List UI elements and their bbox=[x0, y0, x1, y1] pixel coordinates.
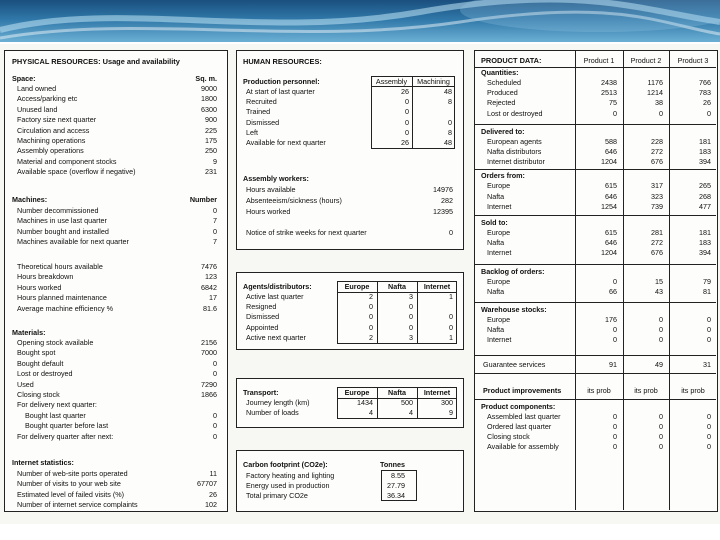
row-value: 12395 bbox=[433, 207, 453, 216]
product-cell: 588 bbox=[605, 136, 617, 146]
assembly-count: 0 bbox=[405, 107, 409, 117]
row-value: 250 bbox=[205, 146, 217, 156]
row-label: Assembly operations bbox=[17, 146, 84, 156]
grid-cell: 1 bbox=[449, 332, 453, 342]
row-value: 7 bbox=[213, 216, 217, 226]
row-label: Number decommissioned bbox=[17, 206, 99, 215]
row-value: 9000 bbox=[201, 84, 217, 93]
carbon-row-value: 27.79 bbox=[387, 481, 405, 490]
transport-panel bbox=[236, 378, 464, 428]
row-value: 2156 bbox=[201, 338, 217, 347]
product-cell: 0 bbox=[659, 108, 663, 118]
row-label: Hours worked bbox=[246, 207, 291, 216]
product-cell: 0 bbox=[613, 442, 617, 452]
product-cell: 0 bbox=[659, 421, 663, 431]
grid-cell: 300 bbox=[441, 398, 453, 407]
row-label: Available space (overflow if negative) bbox=[17, 167, 136, 177]
grid-cell: 4 bbox=[369, 408, 373, 418]
product-data-panel bbox=[474, 50, 718, 512]
production-row-label: Available for next quarter bbox=[246, 138, 326, 147]
row-label: Used bbox=[17, 379, 34, 389]
row-value: 0 bbox=[213, 206, 217, 215]
number-header: Number bbox=[189, 195, 217, 204]
physical-resources-panel bbox=[4, 50, 228, 512]
row-value: 11 bbox=[209, 469, 217, 478]
row-label: For delivery quarter after next: bbox=[17, 431, 114, 441]
product-cell: 0 bbox=[613, 325, 617, 335]
carbon-value-box bbox=[381, 470, 417, 501]
product-cell: 0 bbox=[707, 335, 711, 345]
product-cell: 394 bbox=[699, 157, 711, 167]
agents-panel bbox=[236, 272, 464, 350]
row-label: Hours worked bbox=[17, 282, 62, 292]
grid-cell: 2 bbox=[369, 332, 373, 342]
grid-cell: 0 bbox=[369, 312, 373, 322]
assembly-count: 26 bbox=[401, 87, 409, 96]
section-header: Sold to: bbox=[481, 218, 508, 227]
grid-cell: 0 bbox=[409, 322, 413, 332]
grid-cell: 0 bbox=[369, 322, 373, 332]
row-value: 175 bbox=[205, 136, 217, 145]
improvements-cell: its prob bbox=[681, 385, 705, 395]
product-cell: 181 bbox=[699, 228, 711, 237]
product-cell: 268 bbox=[699, 191, 711, 201]
row-value: 0 bbox=[213, 358, 217, 368]
grid-row-label: Active last quarter bbox=[246, 292, 304, 301]
product-cell: 15 bbox=[655, 276, 663, 286]
production-row-label: At start of last quarter bbox=[246, 87, 315, 96]
product-cell: 0 bbox=[613, 421, 617, 431]
production-row-label: Trained bbox=[246, 107, 271, 117]
section-header: Quantities: bbox=[481, 68, 519, 77]
grid-cell: 9 bbox=[449, 408, 453, 418]
row-label: Number of internet service complaints bbox=[17, 500, 138, 510]
section-header: Backlog of orders: bbox=[481, 266, 545, 276]
product-cell: 0 bbox=[707, 108, 711, 118]
product-cell: 0 bbox=[707, 432, 711, 441]
product-cell: 0 bbox=[659, 442, 663, 452]
product-title: PRODUCT DATA: bbox=[481, 56, 542, 65]
row-value: 231 bbox=[205, 167, 217, 177]
product-row-label: Internet bbox=[487, 335, 512, 345]
row-value: 0 bbox=[213, 369, 217, 379]
grid-cell: 500 bbox=[401, 398, 413, 407]
product-cell: 228 bbox=[651, 136, 663, 146]
row-label: Bought spot bbox=[17, 348, 56, 358]
improvements-label: Product improvements bbox=[483, 385, 562, 395]
guarantee-cell: 49 bbox=[655, 359, 663, 369]
row-value: 14976 bbox=[433, 185, 453, 194]
row-label: Machines available for next quarter bbox=[17, 237, 129, 247]
row-value: 1866 bbox=[201, 390, 217, 399]
section-header: Product components: bbox=[481, 401, 556, 411]
product-cell: 176 bbox=[605, 315, 617, 324]
product-row-label: Nafta bbox=[487, 191, 505, 201]
physical-title: PHYSICAL RESOURCES: Usage and availability bbox=[12, 57, 180, 66]
row-value: 282 bbox=[441, 196, 453, 205]
row-label: Machines in use last quarter bbox=[17, 216, 107, 226]
human-resources-panel bbox=[236, 50, 464, 250]
carbon-header: Carbon footprint (CO2e): bbox=[243, 460, 328, 469]
grid-col-header: Europe bbox=[344, 388, 370, 397]
row-label: Number of web-site ports operated bbox=[17, 469, 128, 478]
assembly-count: 0 bbox=[405, 127, 409, 137]
assembly-header: Assembly workers: bbox=[243, 174, 309, 183]
row-label: Bought quarter before last bbox=[25, 421, 109, 431]
product-cell: 1204 bbox=[601, 157, 617, 167]
product-row-label: European agents bbox=[487, 136, 542, 146]
assembly-count: 0 bbox=[405, 117, 409, 127]
product-cell: 394 bbox=[699, 248, 711, 258]
row-label: Factory size next quarter bbox=[17, 115, 97, 125]
product-cell: 265 bbox=[699, 181, 711, 191]
carbon-panel bbox=[236, 450, 464, 512]
row-value: 900 bbox=[205, 115, 217, 125]
row-label: Estimated level of failed visits (%) bbox=[17, 489, 125, 499]
grid-row-label: Resigned bbox=[246, 302, 277, 312]
machining-count: 8 bbox=[448, 127, 452, 137]
product-row-label: Nafta bbox=[487, 286, 505, 296]
product-cell: 43 bbox=[655, 286, 663, 296]
grid-cell: 1434 bbox=[357, 398, 373, 407]
product-cell: 0 bbox=[707, 325, 711, 335]
product-row-label: Internet bbox=[487, 201, 512, 211]
carbon-row-value: 36.34 bbox=[387, 491, 405, 500]
row-label: For delivery next quarter: bbox=[17, 400, 97, 410]
row-value: 7476 bbox=[201, 262, 217, 271]
assembly-count: 26 bbox=[401, 138, 409, 147]
product-cell: 183 bbox=[699, 147, 711, 156]
product-col-header: Product 2 bbox=[630, 56, 662, 65]
row-value: 0 bbox=[213, 431, 217, 441]
section-header: Warehouse stocks: bbox=[481, 305, 547, 314]
row-value: 9 bbox=[213, 156, 217, 166]
row-value: 6300 bbox=[201, 104, 217, 114]
row-label: Number bought and installed bbox=[17, 226, 109, 236]
product-cell: 66 bbox=[609, 286, 617, 296]
row-label: Lost or destroyed bbox=[17, 369, 73, 379]
product-cell: 281 bbox=[651, 228, 663, 237]
row-value: 0 bbox=[213, 421, 217, 431]
product-row-label: Nafta distributors bbox=[487, 147, 542, 156]
grid-col-header: Internet bbox=[423, 388, 451, 397]
row-value: 225 bbox=[205, 125, 217, 135]
guarantee-label: Guarantee services bbox=[483, 359, 546, 369]
row-value: 7000 bbox=[201, 348, 217, 358]
product-row-label: Nafta bbox=[487, 238, 505, 248]
product-cell: 477 bbox=[699, 201, 711, 211]
product-row-label: Produced bbox=[487, 88, 518, 98]
row-label: Closing stock bbox=[17, 390, 60, 399]
carbon-row-label: Total primary CO2e bbox=[246, 491, 308, 500]
product-cell: 0 bbox=[659, 335, 663, 345]
product-cell: 181 bbox=[699, 136, 711, 146]
product-cell: 0 bbox=[613, 108, 617, 118]
row-label: Land owned bbox=[17, 84, 57, 93]
improvements-cell: its prob bbox=[587, 385, 611, 395]
row-value: 0 bbox=[213, 410, 217, 420]
grid-row-label: Active next quarter bbox=[246, 332, 306, 342]
product-cell: 0 bbox=[659, 325, 663, 335]
product-cell: 0 bbox=[707, 315, 711, 324]
section-header: Orders from: bbox=[481, 171, 525, 181]
product-row-label: Lost or destroyed bbox=[487, 108, 543, 118]
row-label: Number of visits to your web site bbox=[17, 479, 121, 489]
row-label: Theoretical hours available bbox=[17, 262, 103, 271]
product-col-header: Product 3 bbox=[677, 56, 709, 65]
machining-count: 48 bbox=[444, 138, 452, 147]
row-label: Opening stock available bbox=[17, 338, 94, 347]
product-cell: 75 bbox=[609, 98, 617, 108]
sqm-header: Sq. m. bbox=[195, 74, 217, 83]
carbon-unit: Tonnes bbox=[379, 460, 405, 469]
machining-count: 8 bbox=[448, 97, 452, 107]
row-label: Bought last quarter bbox=[25, 410, 86, 420]
product-row-label: Assembled last quarter bbox=[487, 411, 561, 421]
production-header: Production personnel: bbox=[243, 77, 320, 86]
row-label: Machining operations bbox=[17, 136, 86, 145]
results-sheet bbox=[0, 44, 720, 524]
grid-cell: 3 bbox=[409, 292, 413, 301]
product-cell: 646 bbox=[605, 191, 617, 201]
product-col-header: Product 1 bbox=[583, 56, 615, 65]
row-label: Material and component stocks bbox=[17, 156, 117, 166]
grid-cell: 0 bbox=[409, 302, 413, 312]
row-value: 26 bbox=[209, 489, 217, 499]
product-cell: 0 bbox=[659, 411, 663, 421]
product-cell: 0 bbox=[613, 411, 617, 421]
grid-cell: 0 bbox=[369, 302, 373, 312]
row-value: 7290 bbox=[201, 379, 217, 389]
grid-row-label: Journey length (km) bbox=[246, 398, 310, 407]
product-cell: 317 bbox=[651, 181, 663, 191]
product-cell: 0 bbox=[707, 411, 711, 421]
strike-label: Notice of strike weeks for next quarter bbox=[246, 228, 367, 237]
strike-value: 0 bbox=[449, 228, 453, 237]
machines-header: Machines: bbox=[12, 195, 48, 204]
product-cell: 183 bbox=[699, 238, 711, 248]
product-cell: 1214 bbox=[647, 88, 663, 98]
product-row-label: Rejected bbox=[487, 98, 516, 108]
grid-cell: 4 bbox=[409, 408, 413, 418]
col-assembly: Assembly bbox=[375, 77, 408, 86]
product-cell: 615 bbox=[605, 228, 617, 237]
product-cell: 79 bbox=[703, 276, 711, 286]
product-cell: 0 bbox=[707, 442, 711, 452]
product-cell: 2513 bbox=[601, 88, 617, 98]
row-label: Unused land bbox=[17, 104, 58, 114]
transport-header: Transport: bbox=[243, 388, 279, 397]
product-cell: 1204 bbox=[601, 248, 617, 258]
product-row-label: Nafta bbox=[487, 325, 505, 335]
product-row-label: Europe bbox=[487, 276, 511, 286]
machining-count: 48 bbox=[444, 87, 452, 96]
product-cell: 81 bbox=[703, 286, 711, 296]
product-cell: 323 bbox=[651, 191, 663, 201]
row-value: 17 bbox=[209, 293, 217, 303]
header-banner bbox=[0, 0, 720, 42]
row-value: 123 bbox=[205, 272, 217, 282]
product-row-label: Scheduled bbox=[487, 78, 521, 87]
row-value: 67707 bbox=[197, 479, 217, 489]
grid-row-label: Dismissed bbox=[246, 312, 280, 322]
product-cell: 646 bbox=[605, 147, 617, 156]
grid-cell: 0 bbox=[449, 312, 453, 322]
assembly-count: 0 bbox=[405, 97, 409, 107]
product-cell: 0 bbox=[613, 432, 617, 441]
product-cell: 766 bbox=[699, 78, 711, 87]
carbon-row-value: 8.55 bbox=[391, 471, 405, 480]
grid-cell: 1 bbox=[449, 292, 453, 301]
grid-row-label: Appointed bbox=[246, 322, 279, 332]
product-cell: 0 bbox=[613, 276, 617, 286]
row-label: Circulation and access bbox=[17, 125, 90, 135]
product-cell: 38 bbox=[655, 98, 663, 108]
grid-col-header: Internet bbox=[423, 282, 451, 291]
product-cell: 26 bbox=[703, 98, 711, 108]
row-label: Absenteeism/sickness (hours) bbox=[246, 196, 342, 205]
production-row-label: Dismissed bbox=[246, 117, 280, 127]
product-row-label: Europe bbox=[487, 315, 511, 324]
row-label: Hours breakdown bbox=[17, 272, 74, 282]
grid-cell: 3 bbox=[409, 332, 413, 342]
row-value: 102 bbox=[205, 500, 217, 510]
row-value: 1800 bbox=[201, 94, 217, 104]
guarantee-cell: 91 bbox=[609, 359, 617, 369]
production-row-label: Left bbox=[246, 127, 258, 137]
product-cell: 739 bbox=[651, 201, 663, 211]
grid-cell: 0 bbox=[449, 322, 453, 332]
guarantee-cell: 31 bbox=[703, 359, 711, 369]
product-row-label: Ordered last quarter bbox=[487, 421, 552, 431]
product-cell: 0 bbox=[659, 315, 663, 324]
product-cell: 783 bbox=[699, 88, 711, 98]
product-row-label: Closing stock bbox=[487, 432, 530, 441]
product-row-label: Available for assembly bbox=[487, 442, 559, 452]
product-cell: 272 bbox=[651, 147, 663, 156]
space-header: Space: bbox=[12, 74, 36, 83]
product-cell: 1254 bbox=[601, 201, 617, 211]
product-cell: 676 bbox=[651, 248, 663, 258]
product-cell: 0 bbox=[613, 335, 617, 345]
row-label: Hours available bbox=[246, 185, 296, 194]
product-cell: 0 bbox=[659, 432, 663, 441]
grid-cell: 2 bbox=[369, 292, 373, 301]
product-cell: 272 bbox=[651, 238, 663, 248]
human-title: HUMAN RESOURCES: bbox=[243, 57, 322, 66]
col-machining: Machining bbox=[417, 77, 450, 86]
section-header: Delivered to: bbox=[481, 126, 525, 136]
carbon-row-label: Energy used in production bbox=[246, 481, 330, 490]
grid-cell: 0 bbox=[409, 312, 413, 322]
banner-swirl-graphic bbox=[0, 0, 720, 42]
grid-col-header: Nafta bbox=[388, 282, 406, 291]
product-cell: 0 bbox=[707, 421, 711, 431]
product-cell: 1176 bbox=[647, 78, 663, 87]
product-cell: 2438 bbox=[601, 78, 617, 87]
row-value: 81.6 bbox=[203, 303, 217, 313]
grid-col-header: Nafta bbox=[388, 388, 406, 397]
internet-header: Internet statistics: bbox=[12, 458, 74, 467]
materials-header: Materials: bbox=[12, 328, 46, 337]
product-row-label: Europe bbox=[487, 181, 511, 191]
product-cell: 676 bbox=[651, 157, 663, 167]
row-label: Average machine efficiency % bbox=[17, 303, 114, 313]
carbon-row-label: Factory heating and lighting bbox=[246, 471, 335, 480]
machining-count: 0 bbox=[448, 117, 452, 127]
grid-row-label: Number of loads bbox=[246, 408, 299, 418]
improvements-cell: its prob bbox=[634, 385, 658, 395]
row-value: 7 bbox=[213, 237, 217, 247]
product-cell: 615 bbox=[605, 181, 617, 191]
row-label: Hours planned maintenance bbox=[17, 293, 107, 303]
row-label: Access/parking etc bbox=[17, 94, 78, 104]
grid-col-header: Europe bbox=[344, 282, 370, 291]
production-row-label: Recruited bbox=[246, 97, 277, 107]
product-row-label: Internet distributor bbox=[487, 157, 545, 167]
row-value: 6842 bbox=[201, 282, 217, 292]
product-row-label: Europe bbox=[487, 228, 511, 237]
row-value: 0 bbox=[213, 226, 217, 236]
product-cell: 646 bbox=[605, 238, 617, 248]
product-row-label: Internet bbox=[487, 248, 512, 258]
agents-header: Agents/distributors: bbox=[243, 282, 312, 291]
row-label: Bought default bbox=[17, 358, 64, 368]
